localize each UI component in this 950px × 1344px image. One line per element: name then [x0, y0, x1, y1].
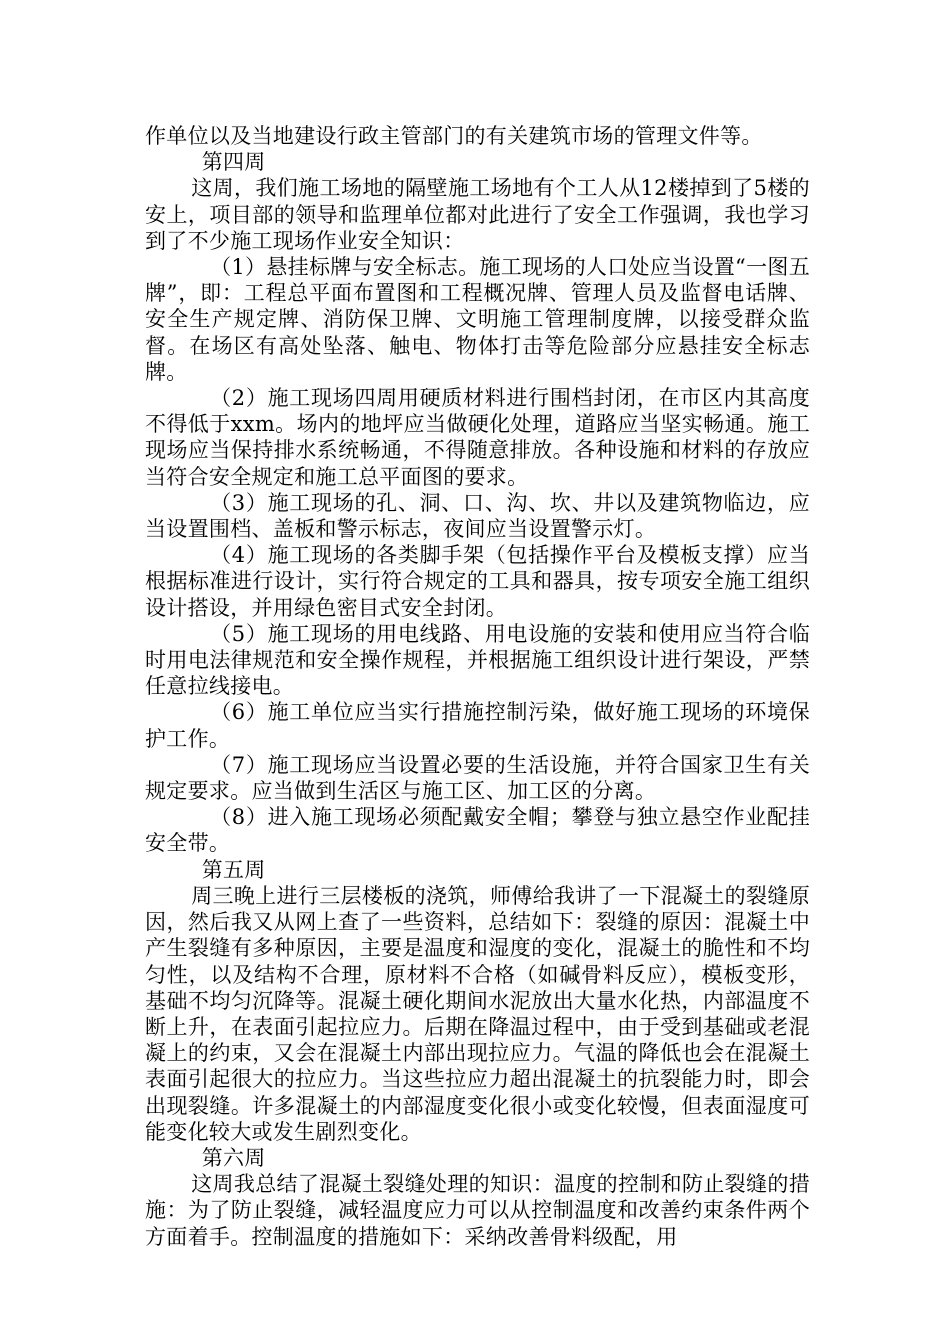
paragraph-week-5: 周三晚上进行三层楼板的浇筑，师傅给我讲了一下混凝土的裂缝原因，然后我又从网上查了一些资料，总结如下：裂缝的原因：混凝土中产生裂缝有多种原因，主要是温度和湿度的变化，混凝土的脆性和不均匀性，以及结构不合理，原材料不合格（如碱骨料反应），模板变形，基础不均匀沉降等。混凝土硬化期间水泥放出大量水化热，内部温度不断上升，在表面引起拉应力。后期在降温过程中，由于受到基础或老混凝上的约束，又会在混凝土内部出现拉应力。气温的降低也会在混凝土表面引起很大的拉应力。当这些拉应力超出混凝土的抗裂能力时，即会出现裂缝。许多混凝土的内部湿度变化很小或变化较慢，但表面湿度可能变化较大或发生剧烈变化。: [145, 883, 810, 1144]
list-item-safety-2: （2）施工现场四周用硬质材料进行围档封闭，在市区内其高度不得低于xxm。场内的地坪应当做硬化处理，道路应当坚实畅通。施工现场应当保持排水系统畅通，不得随意排放。各种设施和材料的存放应当符合安全规定和施工总平面图的要求。: [145, 386, 810, 489]
paragraph-week-6: 这周我总结了混凝土裂缝处理的知识：温度的控制和防止裂缝的措施：为了防止裂缝，减轻温度应力可以从控制温度和改善约束条件两个方面着手。控制温度的措施如下：采纳改善骨料级配，用: [145, 1172, 810, 1249]
list-item-safety-7: （7）施工现场应当设置必要的生活设施，并符合国家卫生有关规定要求。应当做到生活区与施工区、加工区的分离。: [145, 752, 810, 804]
heading-week-5: 第五周: [201, 857, 266, 882]
heading-week-6: 第六周: [201, 1145, 266, 1170]
heading-week-4: 第四周: [201, 150, 266, 175]
list-item-safety-8: （8）进入施工现场必须配戴安全帽；攀登与独立悬空作业配挂安全带。: [145, 805, 810, 856]
list-item-safety-6: （6）施工单位应当实行措施控制污染，做好施工现场的环境保护工作。: [145, 700, 810, 751]
paragraph-week-4-intro: 这周，我们施工场地的隔壁施工场地有个工人从12楼掉到了5楼的安上，项目部的领导和监理单位都对此进行了安全工作强调，我也学习到了不少施工现场作业安全知识：: [145, 176, 810, 253]
list-item-safety-4: （4）施工现场的各类脚手架（包括操作平台及模板支撑）应当根据标准进行设计，实行符合规定的工具和器具，按专项安全施工组织设计搭设，并用绿色密目式安全封闭。: [145, 543, 810, 620]
list-item-safety-1: （1）悬挂标牌与安全标志。施工现场的人口处应当设置“一图五牌”，即：工程总平面布置图和工程概况牌、管理人员及监督电话牌、安全生产规定牌、消防保卫牌、文明施工管理制度牌，以接受群众监督。在场区有高处坠落、触电、物体打击等危险部分应悬挂安全标志牌。: [145, 255, 810, 384]
document-body: [145, 123, 810, 1250]
list-item-safety-3: （3）施工现场的孔、洞、口、沟、坎、井以及建筑物临边，应当设置围档、盖板和警示标志，夜间应当设置警示灯。: [145, 490, 810, 542]
paragraph-continuation: 作单位以及当地建设行政主管部门的有关建筑市场的管理文件等。: [145, 124, 763, 148]
list-item-safety-5: （5）施工现场的用电线路、用电设施的安装和使用应当符合临时用电法律规范和安全操作规程，并根据施工组织设计进行架设，严禁任意拉线接电。: [145, 621, 810, 699]
